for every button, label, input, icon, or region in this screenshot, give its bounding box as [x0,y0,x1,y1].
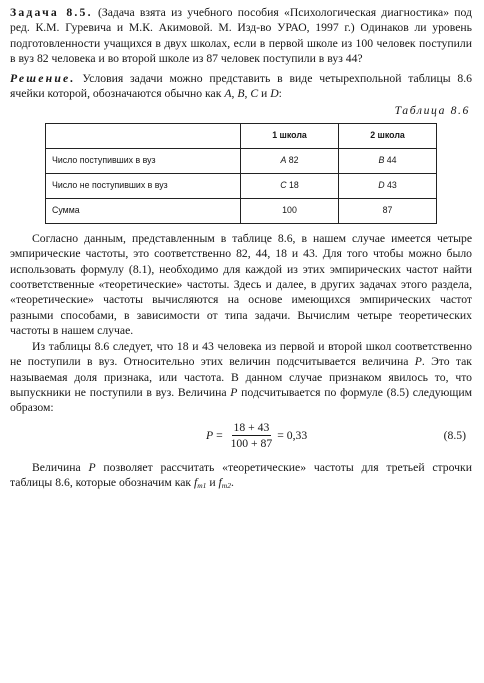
cell-letter-b: B [237,87,245,101]
cell-letter: A [280,155,287,166]
variable-p: P [414,355,422,369]
paragraph-text: Величина [32,460,89,474]
paragraph-text: и [206,476,219,490]
cell-value: 43 [384,180,397,191]
formula [206,420,307,451]
cell-letter-a: A [224,87,232,101]
table-cell [339,148,437,173]
body-paragraph-2 [10,339,472,416]
formula-block [10,418,472,456]
variable-p: P [230,385,238,399]
cell-value: 82 [286,155,299,166]
cell-letter-d: D [270,87,279,101]
body-paragraph-3 [10,460,472,491]
formula-numerator: 18 + 43 [233,420,270,434]
paragraph-text: . [230,476,234,490]
formula-denominator: 100 + 87 [230,436,273,450]
table-row [46,173,437,198]
row-label: Сумма [46,198,241,223]
cell-letter-c: C [250,87,259,101]
variable-p: P [88,460,96,474]
row-label: Число не поступивших в вуз [46,173,241,198]
cell-value: 44 [384,155,397,166]
formula-variable: P [206,428,214,442]
separator: и [258,87,271,101]
task-heading: Задача 8.5. [10,6,93,19]
separator: , [244,87,251,101]
table-cell [241,173,339,198]
contingency-table [45,123,437,224]
formula-fraction [229,420,275,451]
formula-equals: = [213,428,226,442]
column-header: 2 школа [339,123,437,148]
cell-letter: C [280,180,287,191]
table-cell [339,198,437,223]
table-header-row [46,123,437,148]
frequency-subscript: т2 [221,481,231,491]
frequency-subscript: т1 [197,481,207,491]
solution-heading: Решение. [10,71,76,85]
solution-paragraph [10,71,472,102]
frequency-symbol: f [218,476,222,490]
formula-result: = 0,33 [277,428,308,442]
paragraph-text: Из таблицы 8.6 следует, что 18 и 43 человека из первой и второй школ соответственно не поступили в вуз. Относительно этих величин подсчитывается величина [10,339,472,369]
frequency-symbol: f [194,476,198,490]
paragraph-text: подсчитывается по формуле (8.5) следующим образом: [10,385,472,415]
cell-value: 100 [282,205,297,216]
solution-text: Условия задачи можно представить в виде четырехпольной таблицы 8.6 ячейки которой, обозначаются обычно как [10,71,472,101]
formula-number: (8.5) [443,428,466,442]
table-caption: Таблица 8.6 [394,104,470,118]
task-text: (Задача взята из учебного пособия «Психологическая диагностика» под ред. К.М. Гуревича и М.К. Акимовой. М. Изд-во УРАО, 1997 г.) Одинаков ли уровень подготовленности учащихся в двух школах, если в первой школе из 100 человек поступили в вуз 82 человека и во второй школе из 87 человек поступили в вуз 44? [10,6,472,66]
cell-letter: D [378,180,385,191]
table-cell [241,198,339,223]
table-row [46,198,437,223]
separator: : [278,87,282,101]
table-cell [241,148,339,173]
table-corner-cell [46,123,241,148]
row-label: Число поступивших в вуз [46,148,241,173]
cell-value: 87 [382,205,393,216]
table-row [46,148,437,173]
task-paragraph [10,5,472,67]
cell-value: 18 [286,180,299,191]
separator: , [231,87,238,101]
paragraph-text: . Это так называемая доля признака, или частота. В данном случае признаком явилось то, что выпускники не поступили в вуз. Величина [10,355,472,399]
column-header: 1 школа [241,123,339,148]
body-paragraph-1: Согласно данным, представленным в таблице 8.6, в нашем случае имеется четыре эмпирические частоты, это соответственно 82, 44, 18 и 43. Для того чтобы можно было использовать формулу (8.1), необходимо для каждой из этих эмпирических частот найти соответственные «теоретические» частоты. Здесь и далее, в других задачах этого раздела, «теоретические» частоты вычисляются на основе имеющихся эмпирических частот разными способами, в зависимости от типа задачи. Вычислим четыре теоретических частоты в нашем случае. [10,231,472,338]
table-cell [339,173,437,198]
cell-letter: B [378,155,385,166]
paragraph-text: позволяет рассчитать «теоретические» частоты для третьей строчки таблицы 8.6, которые обозначим как [10,460,472,490]
